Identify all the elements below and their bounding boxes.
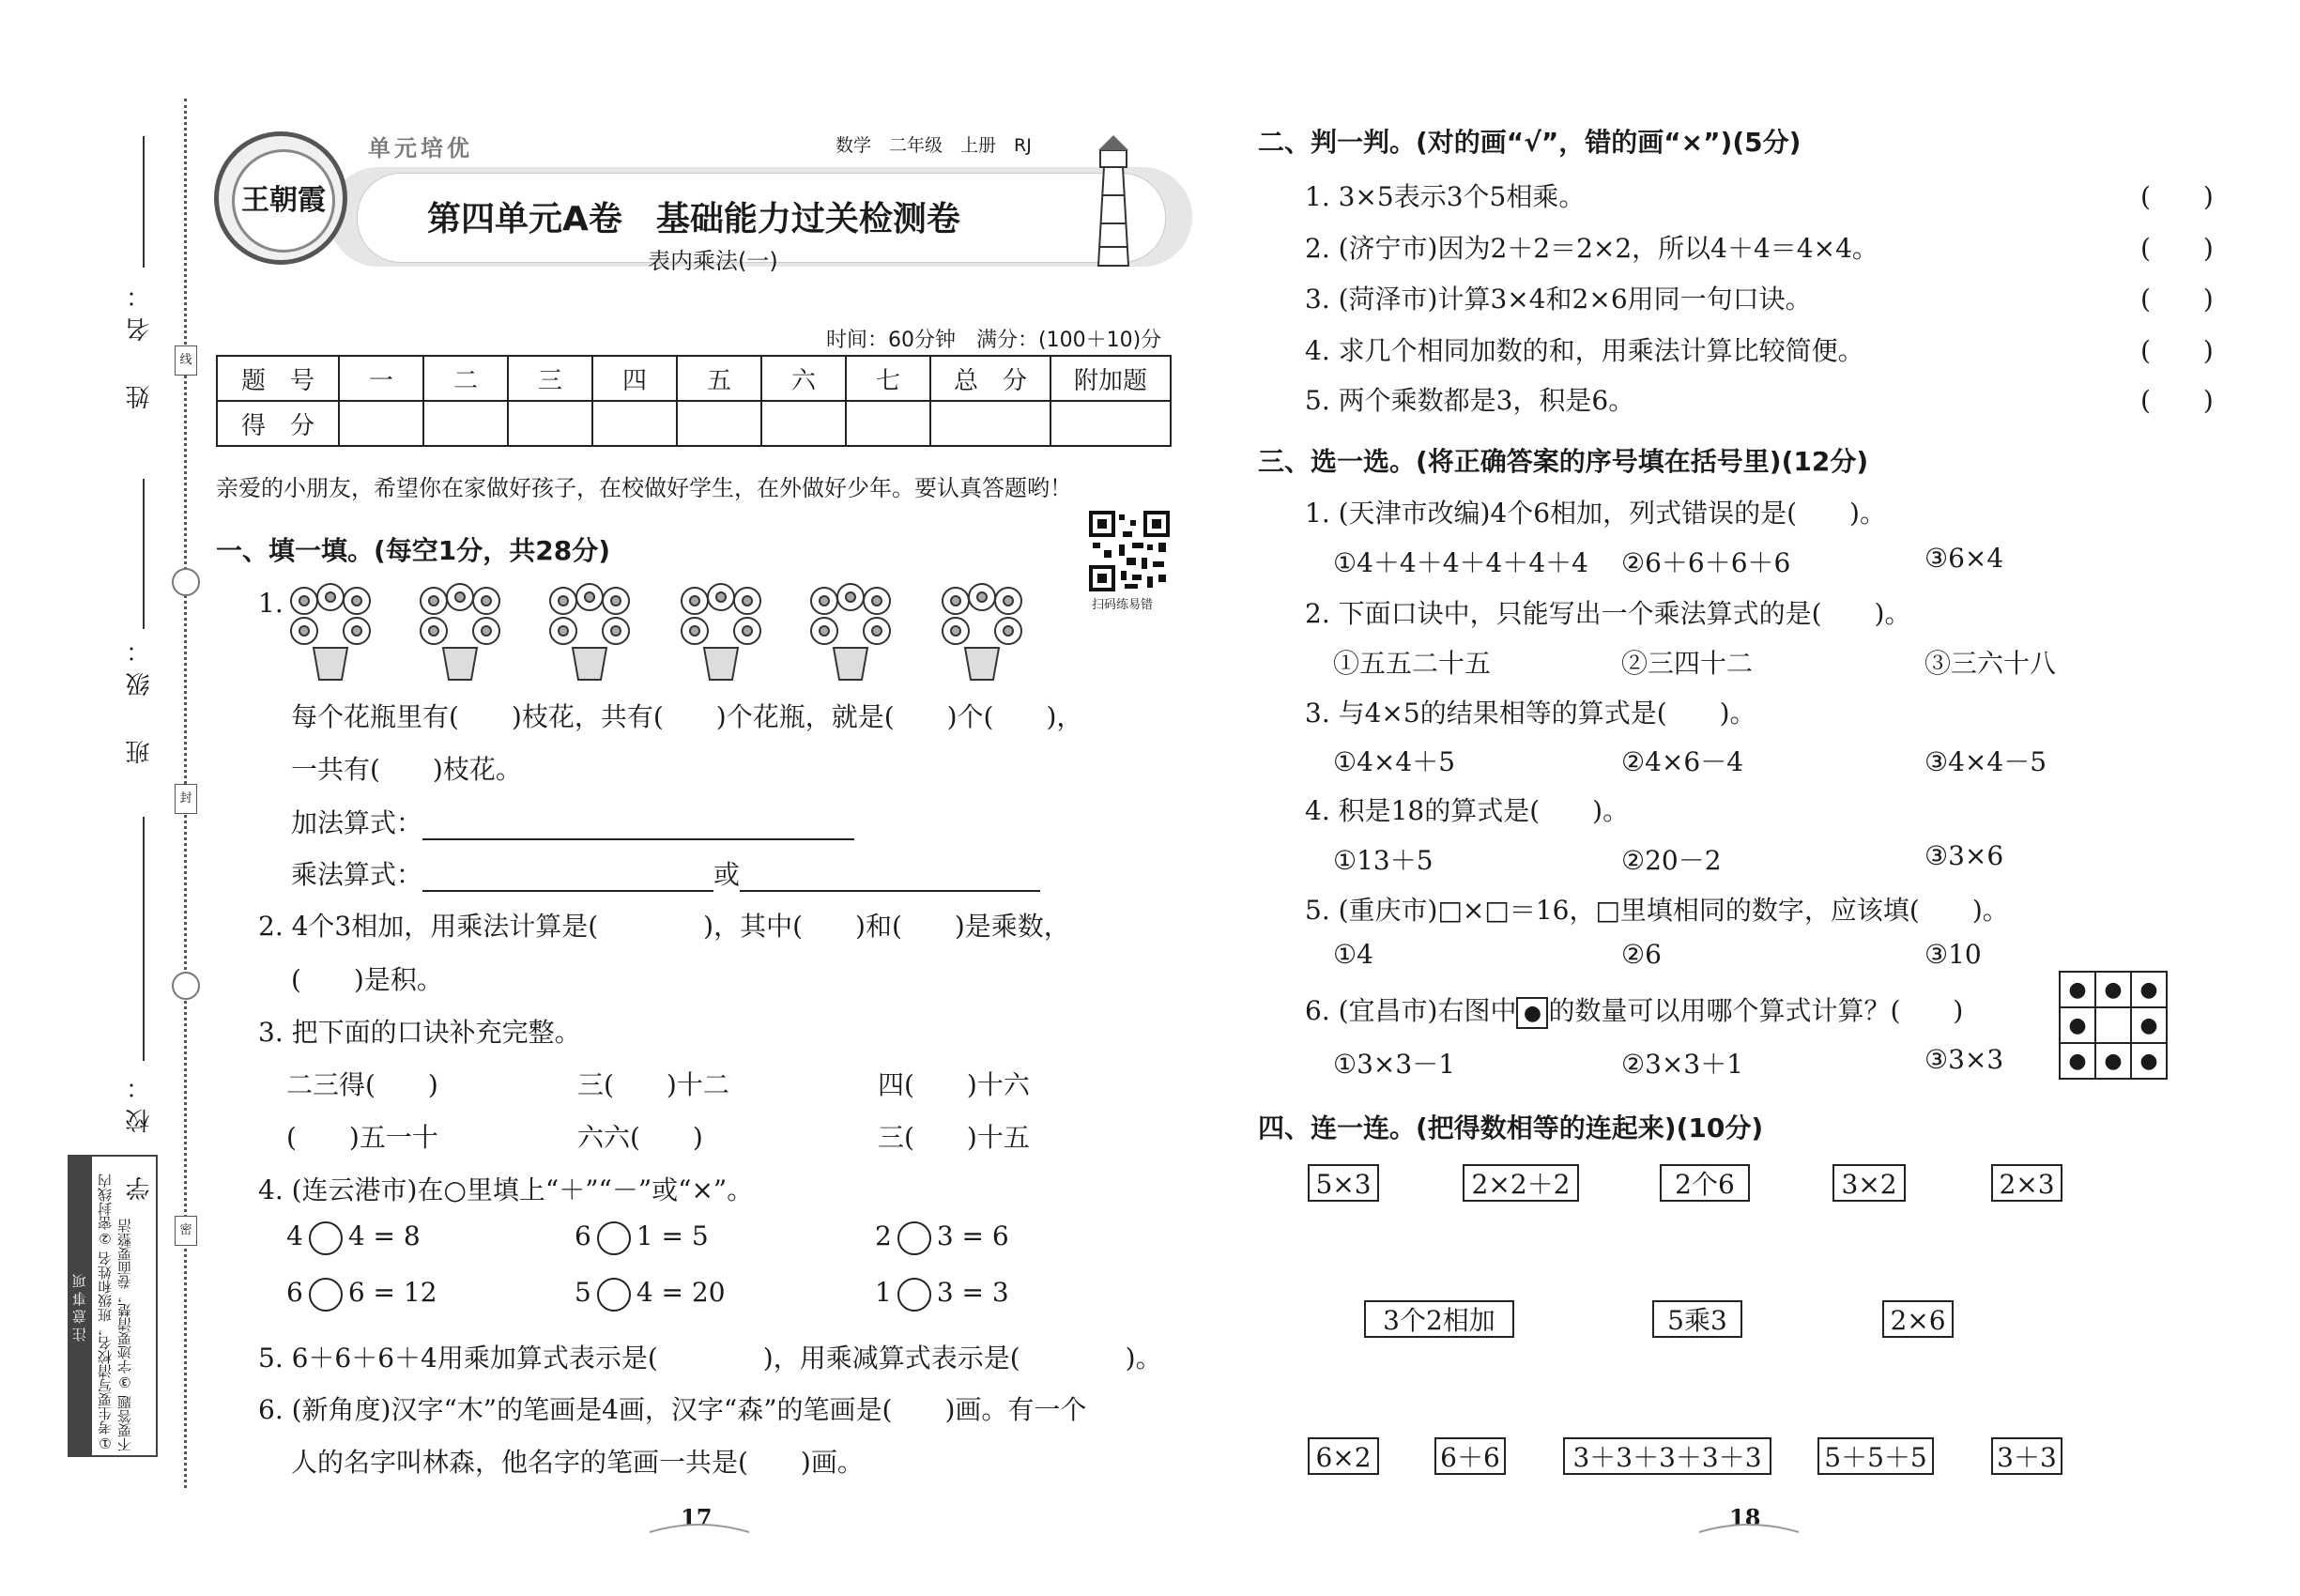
judge-item: 5. 两个乘数都是3，积是6。 bbox=[1305, 385, 1635, 416]
flower-vase-icon bbox=[413, 582, 507, 683]
choice-option[interactable]: ③6×4 bbox=[1924, 543, 2004, 574]
match-box[interactable]: 2×2＋2 bbox=[1463, 1164, 1579, 1202]
q1-add-label bbox=[291, 803, 854, 840]
name-label: 姓 名： bbox=[126, 274, 154, 409]
section2-title: 二、判一判。(对的画“√”，错的画“×”)(5分) bbox=[1258, 127, 1802, 158]
judge-item: 1. 3×5表示3个5相乘。 bbox=[1305, 181, 1586, 212]
score-cell[interactable] bbox=[339, 401, 423, 446]
judge-item: 2. (济宁市)因为2＋2＝2×2，所以4＋4＝4×4。 bbox=[1305, 233, 1878, 264]
choice-option[interactable]: ③三六十八 bbox=[1924, 648, 2057, 679]
match-box[interactable]: 6＋6 bbox=[1434, 1437, 1506, 1475]
q1-add-text: 加法算式： bbox=[291, 807, 423, 838]
q3-item: 四( )十六 bbox=[878, 1069, 1030, 1100]
cut-mark-seal: 封 bbox=[175, 784, 197, 814]
judge-item: 4. 求几个相同加数的和，用乘法计算比较简便。 bbox=[1305, 335, 1864, 366]
q4-text: 4. (连云港市)在○里填上“＋”“－”或“×”。 bbox=[258, 1174, 754, 1205]
match-box[interactable]: 3个2相加 bbox=[1364, 1300, 1514, 1338]
score-cell[interactable] bbox=[592, 401, 677, 446]
choice-option[interactable]: ①五五二十五 bbox=[1333, 648, 1492, 679]
choice-option[interactable]: ②4×6－4 bbox=[1621, 746, 1744, 777]
choice-option[interactable]: ②三四十二 bbox=[1621, 648, 1754, 679]
cut-mark-line: 线 bbox=[175, 345, 197, 376]
class-blank-line[interactable] bbox=[143, 479, 145, 629]
dot-cell: ● bbox=[2131, 1043, 2167, 1079]
q4-left: 6 bbox=[286, 1277, 303, 1308]
score-cell[interactable] bbox=[761, 401, 846, 446]
q6-text-a: 6. (宜昌市)右图中 bbox=[1305, 995, 1517, 1026]
q6-line1: 6. (新角度)汉字“木”的笔画是4画，汉字“森”的笔画是( )画。有一个 bbox=[258, 1394, 1087, 1425]
q4-right: 3 = 3 bbox=[936, 1277, 1009, 1308]
page-subtitle: 表内乘法(一) bbox=[648, 248, 778, 274]
page-number-right: 18 bbox=[1729, 1504, 1761, 1531]
choice-option[interactable]: ①4＋4＋4＋4＋4＋4 bbox=[1333, 547, 1588, 578]
score-cell[interactable] bbox=[1050, 401, 1171, 446]
match-box[interactable]: 3×2 bbox=[1832, 1164, 1906, 1202]
operator-circle[interactable] bbox=[897, 1278, 931, 1312]
score-col: 五 bbox=[677, 356, 761, 401]
q1-or-text: 或 bbox=[713, 859, 741, 890]
cut-mark-secret: 密 bbox=[175, 1216, 197, 1246]
flower-vase-icon bbox=[804, 582, 897, 683]
flower-vase-icon bbox=[543, 582, 636, 683]
q3-item: 二三得( ) bbox=[286, 1069, 438, 1100]
qr-caption: 扫码练易错 bbox=[1092, 598, 1154, 612]
choice-question: 2. 下面口诀中，只能写出一个乘法算式的是( )。 bbox=[1305, 598, 1911, 629]
match-box[interactable]: 2个6 bbox=[1660, 1164, 1750, 1202]
choice-question: 4. 积是18的算式是( )。 bbox=[1305, 795, 1630, 826]
q4-item bbox=[286, 1277, 437, 1312]
section4-title: 四、连一连。(把得数相等的连起来)(10分) bbox=[1258, 1113, 1764, 1143]
grade-info: 数学 二年级 上册 RJ bbox=[836, 135, 1032, 156]
score-col: 附加题 bbox=[1050, 356, 1171, 401]
operator-circle[interactable] bbox=[309, 1278, 343, 1312]
flower-vase-icon bbox=[284, 582, 377, 683]
score-col: 四 bbox=[592, 356, 677, 401]
q4-left: 1 bbox=[875, 1277, 892, 1308]
notes-tag: 注意事项 bbox=[69, 1157, 92, 1455]
notes-box bbox=[68, 1155, 158, 1457]
q2-line2: ( )是积。 bbox=[291, 964, 443, 995]
dot-cell: ● bbox=[2095, 1043, 2131, 1079]
q1-mul-text: 乘法算式： bbox=[291, 859, 423, 890]
q4-item bbox=[575, 1220, 709, 1255]
score-col: 总 分 bbox=[930, 356, 1050, 401]
brand-label: 单元培优 bbox=[368, 135, 473, 161]
operator-circle[interactable] bbox=[597, 1278, 631, 1312]
choice-question bbox=[1305, 990, 1963, 1029]
q4-left: 2 bbox=[875, 1220, 892, 1251]
choice-option[interactable]: ②3×3＋1 bbox=[1621, 1049, 1744, 1080]
q3-text: 3. 把下面的口诀补充完整。 bbox=[258, 1017, 581, 1048]
page-number-left: 17 bbox=[681, 1504, 713, 1531]
dot-cell: ● bbox=[2060, 1043, 2095, 1079]
q4-right: 1 = 5 bbox=[636, 1220, 709, 1251]
empty-cell bbox=[2095, 1007, 2131, 1043]
score-col: 七 bbox=[846, 356, 930, 401]
q4-right: 4 = 8 bbox=[347, 1220, 421, 1251]
dot-cell: ● bbox=[2060, 972, 2095, 1007]
operator-circle[interactable] bbox=[897, 1221, 931, 1255]
answer-paren[interactable]: ( ) bbox=[2140, 335, 2214, 366]
q4-item bbox=[875, 1277, 1009, 1312]
match-box[interactable]: 5×3 bbox=[1308, 1164, 1379, 1202]
qr-code-icon[interactable] bbox=[1089, 511, 1170, 591]
q1-line2: 一共有( )枝花。 bbox=[291, 754, 522, 785]
school-blank-line[interactable] bbox=[143, 817, 145, 1061]
q4-item bbox=[575, 1277, 726, 1312]
choice-option[interactable]: ③3×6 bbox=[1924, 840, 2004, 871]
choice-question: 3. 与4×5的结果相等的算式是( )。 bbox=[1305, 698, 1756, 729]
binding-hole-icon bbox=[172, 568, 200, 596]
answer-paren[interactable]: ( ) bbox=[2140, 233, 2214, 264]
match-box[interactable]: 2×3 bbox=[1991, 1164, 2062, 1202]
dot-cell: ● bbox=[2131, 972, 2167, 1007]
dot-cell: ● bbox=[2060, 1007, 2095, 1043]
section1-title: 一、填一填。(每空1分，共28分) bbox=[216, 535, 611, 566]
flower-vase-icon bbox=[935, 582, 1029, 683]
score-row-label: 得 分 bbox=[217, 401, 339, 446]
q4-right: 6 = 12 bbox=[347, 1277, 437, 1308]
dot-cell: ● bbox=[2095, 972, 2131, 1007]
score-col: 六 bbox=[761, 356, 846, 401]
score-cell[interactable] bbox=[846, 401, 930, 446]
score-header-label: 题 号 bbox=[217, 356, 339, 401]
match-box[interactable]: 3＋3 bbox=[1991, 1437, 2062, 1475]
choice-option[interactable]: ①13＋5 bbox=[1333, 845, 1434, 876]
answer-paren[interactable]: ( ) bbox=[2140, 385, 2214, 416]
choice-option[interactable]: ①3×3－1 bbox=[1333, 1049, 1456, 1080]
q2-line1: 2. 4个3相加，用乘法计算是( )，其中( )和( )是乘数， bbox=[258, 911, 1070, 942]
q1-line1: 每个花瓶里有( )枝花，共有( )个花瓶，就是( )个( )， bbox=[291, 701, 1083, 732]
logo-icon bbox=[214, 131, 347, 265]
lighthouse-icon bbox=[1087, 130, 1140, 270]
match-box[interactable]: 5乘3 bbox=[1652, 1300, 1742, 1338]
operator-circle[interactable] bbox=[309, 1221, 343, 1255]
school-label: 学 校： bbox=[126, 1066, 154, 1201]
q1-mul-label bbox=[291, 854, 1040, 892]
dot-box-icon: ● bbox=[1516, 997, 1548, 1029]
q4-left: 5 bbox=[575, 1277, 591, 1308]
dot-cell: ● bbox=[2131, 1007, 2167, 1043]
q4-item bbox=[875, 1220, 1009, 1255]
operator-circle[interactable] bbox=[597, 1221, 631, 1255]
q3-item: 六六( ) bbox=[577, 1122, 703, 1153]
q4-left: 6 bbox=[575, 1220, 591, 1251]
q4-left: 4 bbox=[286, 1220, 303, 1251]
intro-text: 亲爱的小朋友，希望你在家做好孩子，在校做好学生，在外做好少年。要认真答题哟！ bbox=[216, 475, 1072, 501]
q5-text: 5. 6＋6＋6＋4用乘加算式表示是( )，用乘减算式表示是( )。 bbox=[258, 1343, 1162, 1373]
q6-text-b: 的数量可以用哪个算式计算？( ) bbox=[1548, 995, 1964, 1026]
logo-text: 王朝霞 bbox=[232, 149, 335, 253]
score-col: 三 bbox=[508, 356, 592, 401]
q3-item: 三( )十五 bbox=[878, 1122, 1030, 1153]
match-box[interactable]: 2×6 bbox=[1882, 1300, 1954, 1338]
flower-vase-icon bbox=[674, 582, 768, 683]
q3-item: ( )五一十 bbox=[286, 1122, 438, 1153]
judge-item: 3. (菏泽市)计算3×4和2×6用同一句口诀。 bbox=[1305, 284, 1812, 315]
page-ornament-icon bbox=[648, 1519, 751, 1538]
score-table bbox=[216, 355, 1172, 447]
choice-option[interactable]: ②6＋6＋6＋6 bbox=[1621, 547, 1791, 578]
choice-option[interactable]: ②6 bbox=[1621, 939, 1662, 970]
answer-paren[interactable]: ( ) bbox=[2140, 284, 2214, 315]
choice-option[interactable]: ①4 bbox=[1333, 939, 1373, 970]
score-cell[interactable] bbox=[508, 401, 592, 446]
binding-hole-icon bbox=[172, 972, 200, 1000]
choice-option[interactable]: ③3×3 bbox=[1924, 1044, 2004, 1075]
choice-question: 5. (重庆市)□×□＝16，□里填相同的数字，应该填( )。 bbox=[1305, 895, 2009, 926]
score-cell[interactable] bbox=[677, 401, 761, 446]
class-label: 班 级： bbox=[126, 629, 154, 764]
score-col: 二 bbox=[423, 356, 508, 401]
q6-line2: 人的名字叫林森，他名字的笔画一共是( )画。 bbox=[291, 1447, 864, 1478]
match-box[interactable]: 6×2 bbox=[1308, 1437, 1379, 1475]
dot-grid bbox=[2059, 971, 2168, 1080]
score-cell[interactable] bbox=[930, 401, 1050, 446]
q1-add-blank[interactable] bbox=[422, 807, 854, 840]
match-box[interactable]: 5＋5＋5 bbox=[1817, 1437, 1934, 1475]
choice-option[interactable]: ②20－2 bbox=[1621, 845, 1722, 876]
q1-mul-blank-1[interactable] bbox=[422, 859, 713, 892]
q4-right: 3 = 6 bbox=[936, 1220, 1009, 1251]
q4-right: 4 = 20 bbox=[636, 1277, 726, 1308]
choice-option[interactable]: ①4×4＋5 bbox=[1333, 746, 1456, 777]
q1-number: 1. bbox=[258, 588, 284, 619]
choice-option[interactable]: ③4×4－5 bbox=[1924, 746, 2047, 777]
choice-question: 1. (天津市改编)4个6相加，列式错误的是( )。 bbox=[1305, 498, 1886, 529]
score-col: 一 bbox=[339, 356, 423, 401]
time-info: 时间：60分钟 满分：(100＋10)分 bbox=[826, 329, 1162, 352]
section3-title: 三、选一选。(将正确答案的序号填在括号里)(12分) bbox=[1258, 446, 1869, 477]
q1-mul-blank-2[interactable] bbox=[740, 859, 1040, 892]
score-cell[interactable] bbox=[423, 401, 508, 446]
page-title: 第四单元A卷 基础能力过关检测卷 bbox=[427, 200, 960, 238]
name-blank-line[interactable] bbox=[143, 136, 145, 268]
match-box[interactable]: 3＋3＋3＋3＋3 bbox=[1563, 1437, 1771, 1475]
notes-text: ①考生要写清校名，班级和姓名 ②密封线内不要答题 ③字迹要清楚，卷面要整洁 bbox=[97, 1174, 133, 1451]
choice-option[interactable]: ③10 bbox=[1924, 939, 1982, 970]
page-ornament-icon bbox=[1697, 1519, 1801, 1538]
q4-item bbox=[286, 1220, 421, 1255]
answer-paren[interactable]: ( ) bbox=[2140, 181, 2214, 212]
q3-item: 三( )十二 bbox=[577, 1069, 729, 1100]
